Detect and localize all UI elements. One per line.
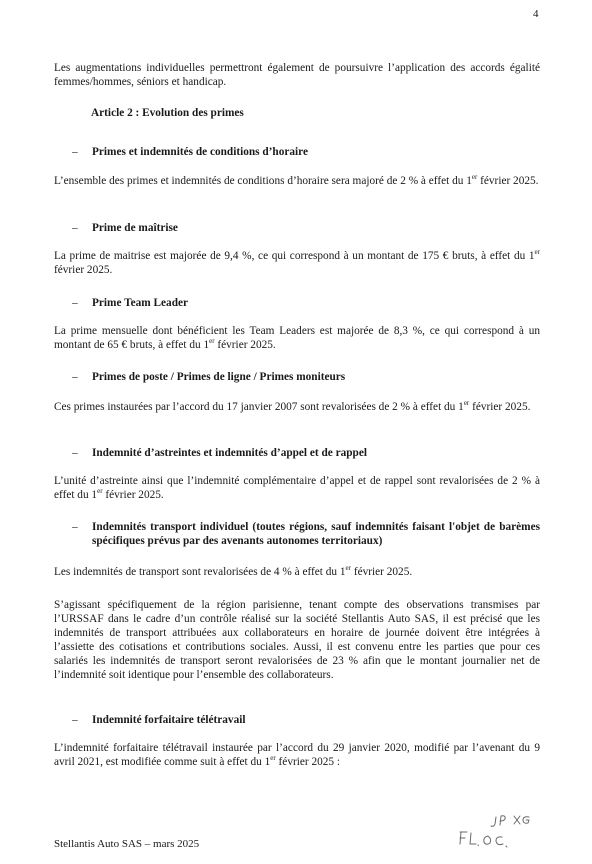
dash-marker: – (72, 447, 78, 459)
page-number: 4 (533, 8, 539, 20)
section-paragraph-primes-poste (54, 400, 540, 414)
section-title: Primes et indemnités de conditions d’horaire (92, 146, 308, 158)
paragraph-text-end: février 2025. (214, 339, 276, 351)
paragraph-text: La prime de maitrise est majorée de 9,4 %, ce qui correspond à un montant de 175 € bruts, à effet du 1 (54, 250, 535, 262)
section-heading-conditions-horaire (72, 145, 540, 159)
paragraph-text-end: février 2025. (469, 401, 531, 413)
superscript: er (209, 337, 215, 346)
section-paragraph-conditions-horaire (54, 174, 540, 188)
section-paragraph-astreintes (54, 474, 540, 502)
dash-marker: – (72, 222, 78, 234)
section-title: Prime Team Leader (92, 297, 189, 309)
paragraph-text: L’unité d’astreinte ainsi que l’indemnité complémentaire d’appel et de rappel sont revalorisées de 2 % à effet du 1 (54, 475, 540, 501)
superscript: er (471, 173, 478, 182)
paragraph-text-end: février 2025 : (275, 756, 341, 768)
dash-marker: – (72, 521, 78, 533)
paragraph-text-end: février 2025. (477, 175, 539, 187)
dash-marker: – (72, 714, 78, 726)
paragraph-text: L’indemnité forfaitaire télétravail instaurée par l’accord du 29 janvier 2020, modifié par l’avenant du 9 avril 2021, est modifiée comme suit à effet du 1 (54, 742, 540, 768)
dash-marker: – (72, 371, 78, 383)
paragraph-text: Ces primes instaurées par l’accord du 17 janvier 2007 sont revalorisées de 2 % à effet du 1 (54, 401, 464, 413)
paragraph-text: L’ensemble des primes et indemnités de conditions d’horaire sera majoré de 2 % à effet du 1 (54, 175, 472, 187)
section-title: Indemnité forfaitaire télétravail (92, 714, 246, 726)
section-paragraph-transport-paris: S’agissant spécifiquement de la région parisienne, tenant compte des observations transmises par l’URSSAF dans le cadre d’un contrôle réalisé sur la société Stellantis Auto SAS, il est précisé que les indemnités de transport attribuées aux collaborateurs en horaire de journée doivent être intégrées à l’assiette des cotisations et contributions sociales. Aussi, il est convenu entre les parties que pour ces salariés les indemnités de transport seront revalorisées de 23 % afin que le montant journalier net de l’indemnité soit identique pour l’ensemble des collaborateurs. (54, 599, 540, 681)
paragraph-text: La prime mensuelle dont bénéficient les Team Leaders est majorée de 8,3 %, ce qui correspond à un montant de 65 € bruts, à effet du 1 (54, 325, 540, 351)
section-heading-primes-poste (72, 370, 540, 384)
dash-marker: – (72, 146, 78, 158)
section-paragraph-teletravail (54, 741, 540, 769)
superscript: er (534, 248, 540, 257)
dash-marker: – (72, 297, 78, 309)
section-heading-team-leader (72, 296, 540, 310)
superscript: er (97, 487, 103, 496)
paragraph-text-end: février 2025. (102, 489, 164, 501)
superscript: er (345, 564, 351, 573)
paragraph-text-end: février 2025. (351, 566, 413, 578)
section-heading-prime-maitrise (72, 221, 540, 235)
section-title: Indemnité d’astreintes et indemnités d’appel et de rappel (92, 447, 367, 459)
section-paragraph-team-leader (54, 324, 540, 352)
section-title: Prime de maîtrise (92, 222, 178, 234)
superscript: er (463, 399, 470, 408)
section-paragraph-prime-maitrise (54, 249, 540, 277)
paragraph-text: Les indemnités de transport sont revalorisées de 4 % à effet du 1 (54, 566, 346, 578)
handwritten-initials (456, 808, 546, 854)
article-title: Article 2 : Evolution des primes (91, 107, 244, 119)
intro-paragraph: Les augmentations individuelles permettront également de poursuivre l’application des accords égalité femmes/hommes, séniors et handicap. (54, 62, 540, 88)
paragraph-text-end: février 2025. (54, 264, 113, 276)
section-heading-teletravail (72, 713, 540, 727)
section-title: Primes de poste / Primes de ligne / Primes moniteurs (92, 371, 346, 383)
section-paragraph-transport (54, 565, 540, 579)
section-title: Indemnités transport individuel (toutes régions, sauf indemnités faisant l'objet de barèmes spécifiques prévus par des avenants autonomes territoriaux) (92, 521, 540, 547)
section-heading-transport (72, 520, 540, 548)
footer-text: Stellantis Auto SAS – mars 2025 (54, 838, 200, 850)
section-heading-astreintes (72, 446, 540, 460)
superscript: er (270, 754, 276, 763)
